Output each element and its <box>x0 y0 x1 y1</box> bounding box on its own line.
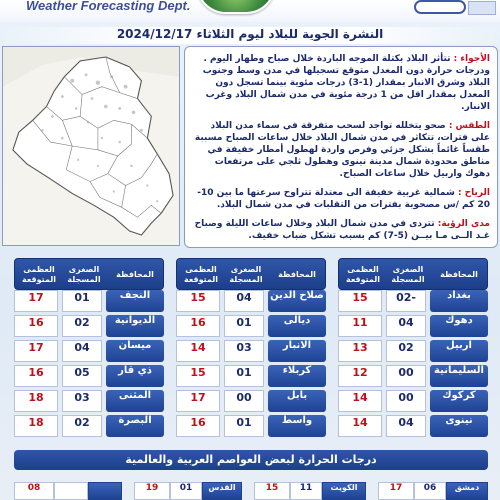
capital-min: 11 <box>290 482 322 500</box>
capital-name <box>88 482 122 500</box>
capital-min <box>54 482 88 500</box>
table-row <box>176 365 326 387</box>
province-name: النجف <box>106 290 164 312</box>
max-temp: 18 <box>14 390 58 412</box>
province-name: نينوى <box>430 415 488 437</box>
max-temp: 16 <box>176 315 220 337</box>
table-row <box>338 340 488 362</box>
capital-max: 17 <box>378 482 414 500</box>
header-min: الصغرى المسجلة <box>67 265 101 284</box>
province-name: المثنى <box>106 390 164 412</box>
min-temp: 04 <box>386 315 426 337</box>
max-temp: 15 <box>338 290 382 312</box>
bulletin-title: النشرة الجوية للبلاد ليوم الثلاثاء 2024/12/17 <box>0 27 500 44</box>
partner-logo <box>414 0 466 14</box>
min-temp: 04 <box>386 415 426 437</box>
table-header <box>14 258 164 290</box>
bulletin-text <box>184 46 498 248</box>
min-temp: 05 <box>62 365 102 387</box>
province-name: واسط <box>268 415 326 437</box>
header-max: العظمى المتوقعة <box>22 265 56 284</box>
table-row <box>14 340 164 362</box>
province-name: الانبار <box>268 340 326 362</box>
province-name: الديوانية <box>106 315 164 337</box>
province-name: ديالى <box>268 315 326 337</box>
visibility-paragraph <box>192 218 490 242</box>
capitals-row <box>14 482 488 500</box>
max-temp: 13 <box>338 340 382 362</box>
max-temp: 11 <box>338 315 382 337</box>
table-row <box>14 290 164 312</box>
table-north <box>338 258 488 440</box>
table-header <box>338 258 488 290</box>
province-name: صلاح الدين <box>268 290 326 312</box>
wind-paragraph <box>192 187 490 211</box>
max-temp: 14 <box>338 415 382 437</box>
sky-label: الطقس : <box>448 121 490 131</box>
province-name: دهوك <box>430 315 488 337</box>
max-temp: 14 <box>176 340 220 362</box>
visibility-text: تتردى في مدن شمال البلاد وخلال ساعات الليلة وصباح غـد الــى مـا بيــن (5-7) كم بسبب تشكل ضباب خفيف. <box>194 219 490 241</box>
table-row <box>176 290 326 312</box>
table-row <box>338 390 488 412</box>
min-temp: 04 <box>62 340 102 362</box>
wind-text: شمالية غربية خفيفة الى معتدلة تتراوح سرعتها ما بين 10-20 كم /س مصحوبة بفترات من التقلبات في مدن شمال البلاد. <box>197 188 490 210</box>
temperature-tables <box>14 258 488 440</box>
max-temp: 15 <box>176 290 220 312</box>
iraq-map <box>2 46 180 246</box>
max-temp: 15 <box>176 365 220 387</box>
table-row <box>176 315 326 337</box>
table-centre <box>176 258 326 440</box>
min-temp: 01 <box>224 315 264 337</box>
min-temp: 01 <box>62 290 102 312</box>
min-temp: 04 <box>224 290 264 312</box>
ministry-logo <box>196 0 276 14</box>
max-temp: 16 <box>176 415 220 437</box>
min-temp: 01 <box>224 365 264 387</box>
province-name: ميسان <box>106 340 164 362</box>
min-temp: 02 <box>386 340 426 362</box>
table-row <box>338 315 488 337</box>
wind-label: الرياح : <box>457 188 490 198</box>
header-min: الصغرى المسجلة <box>391 265 425 284</box>
max-temp: 14 <box>338 390 382 412</box>
table-row <box>176 415 326 437</box>
min-temp: 03 <box>62 390 102 412</box>
max-temp: 12 <box>338 365 382 387</box>
capital-max: 19 <box>134 482 170 500</box>
max-temp: 16 <box>14 315 58 337</box>
min-temp: 00 <box>224 390 264 412</box>
header-province: المحافظة <box>440 270 478 279</box>
max-temp: 16 <box>14 365 58 387</box>
sky-paragraph <box>192 120 490 180</box>
visibility-label: مدى الرؤية: <box>437 219 490 229</box>
table-row <box>338 290 488 312</box>
min-temp: 02 <box>62 315 102 337</box>
max-temp: 18 <box>14 415 58 437</box>
dept-name: Weather Forecasting Dept. <box>26 0 191 13</box>
province-name: بابل <box>268 390 326 412</box>
min-temp: 02- <box>386 290 426 312</box>
capital-min: 01 <box>170 482 202 500</box>
capital-name: دمشق <box>446 482 488 500</box>
province-name: اربيل <box>430 340 488 362</box>
header-min: الصغرى المسجلة <box>229 265 263 284</box>
table-header <box>176 258 326 290</box>
weather-text: تتأثر البلاد بكتلة الموجه الباردة خلال صباح وطهار اليوم . ودرجات حرارة دون المعدل متوقع تسجيلها في مدن وسط وجنوب البلاد وشرق الانبار بمقدار (1-3) درجات مئوية بينما تسجل دون المعدل بمقدار اقل من 1 درجة مئوية في مدن شمال البلاد وغرب الانبار. <box>202 54 490 112</box>
province-name: السليمانية <box>430 365 488 387</box>
table-row <box>14 365 164 387</box>
capital-name: القدس <box>202 482 242 500</box>
table-row <box>176 390 326 412</box>
capital-max: 08 <box>14 482 54 500</box>
table-row <box>176 340 326 362</box>
table-row <box>14 315 164 337</box>
max-temp: 17 <box>14 290 58 312</box>
table-south <box>14 258 164 440</box>
min-temp: 00 <box>386 365 426 387</box>
province-name: كربلاء <box>268 365 326 387</box>
capital-min: 06 <box>414 482 446 500</box>
max-temp: 17 <box>176 390 220 412</box>
max-temp: 17 <box>14 340 58 362</box>
weather-paragraph <box>192 53 490 113</box>
header-max: العظمى المتوقعة <box>184 265 218 284</box>
min-temp: 01 <box>224 415 264 437</box>
header-province: المحافظة <box>278 270 316 279</box>
capital-max: 15 <box>254 482 290 500</box>
province-name: بغداد <box>430 290 488 312</box>
capitals-title: درجات الحرارة لبعض العواصم العربية والعالمية <box>14 450 488 470</box>
table-row <box>14 390 164 412</box>
table-row <box>338 365 488 387</box>
weather-label: الأجواء : <box>453 54 490 64</box>
organization-emblem <box>468 1 496 15</box>
header <box>0 0 500 22</box>
capital-name: الكويت <box>322 482 366 500</box>
header-max: العظمى المتوقعة <box>346 265 380 284</box>
sky-text: صحو يتخلله تواجد لسحب متفرقة في سماء مدن البلاد على فترات، تتكاثر في مدن شمال البلاد خلال ساعات الصباح مسببة طقساً غائماً بشكل جزئي وفرص واردة لهطول أمطار خفيفة في مناطق محدودة شمال مدينة نينوى وهطول ثلجي على مرتفعات دهوك واربيل خلال ساعات الصباح. <box>194 121 490 179</box>
province-name: كركوك <box>430 390 488 412</box>
province-name: البصرة <box>106 415 164 437</box>
header-province: المحافظة <box>116 270 154 279</box>
min-temp: 03 <box>224 340 264 362</box>
table-row <box>338 415 488 437</box>
province-name: ذي قار <box>106 365 164 387</box>
table-row <box>14 415 164 437</box>
min-temp: 00 <box>386 390 426 412</box>
map-graphic <box>3 47 179 245</box>
min-temp: 02 <box>62 415 102 437</box>
